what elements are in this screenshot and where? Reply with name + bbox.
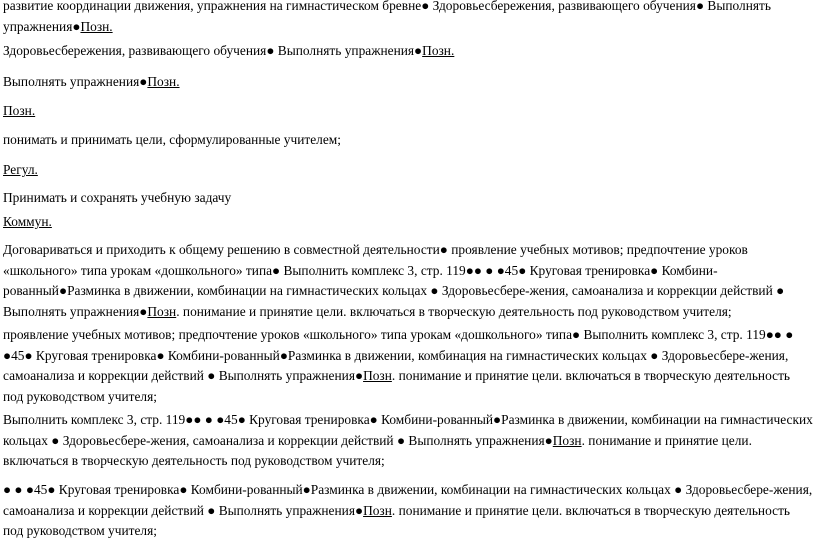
paragraph-text: Здоровьесбережения, развивающего обучения● Выполнять упражнения● [3,43,423,58]
kommun-link[interactable]: Коммун. [3,214,52,229]
paragraph-tail: . понимание и принятие цели. включаться в творческую деятельность под руководством учителя; [3,432,752,468]
pozn-link[interactable]: Позн [552,432,582,448]
pozn-link[interactable]: Позн. [422,43,455,58]
paragraph-tail: . понимание и принятие цели. включаться в творческую деятельность под руководством учителя; [3,502,791,538]
paragraph [3,480,813,542]
pozn-link[interactable]: Позн. [147,74,180,89]
paragraph-text: Договариваться и приходить к общему решению в совместной деятельности● проявление учебных мотивов; предпочтение уроков «школьного» типа урокам «дошкольного» типа● Выполнить комплекс 3, стр. 119●● ● ●45● Круговая тренировка● Комбини-рованный●Разминка в движении, комбинации на гимнастических кольцах ● Здоровьесбере-жения, самоанализа и коррекции действий ● Выполнять упражнения● [3,242,785,319]
paragraph-tail: . понимание и принятие цели. включаться в творческую деятельность под руководством учителя; [176,303,732,319]
paragraph-text: Выполнять упражнения● [3,74,148,89]
pozn-link[interactable]: Позн [147,303,177,319]
pozn-link[interactable]: Позн [363,502,392,518]
paragraph-text: развитие координации движения, упражнения на гимнастическом бревне● Здоровьесбережения, развивающего обучения● Выполнять упражнения● [3,0,771,34]
pozn-link[interactable]: Позн [363,368,392,383]
paragraph [3,212,52,233]
paragraph [3,101,35,122]
paragraph-text: Выполнить комплекс 3, стр. 119●● ● ●45● Круговая тренировка● Комбини-рованный●Разминка в движении, комбинации на гимнастических кольцах ● Здоровьесбере-жения, самоанализа и коррекции действий ● Выполнять упражнения● [3,412,813,448]
paragraph [3,188,231,209]
paragraph [3,325,813,407]
paragraph-text: ● ● ●45● Круговая тренировка● Комбини-рованный●Разминка в движении, комбинации на гимнастических кольцах ● Здоровьесбере-жения, самоанализа и коррекции действий ● Выполнять упражнения● [3,482,813,518]
paragraph [3,130,341,151]
paragraph [3,160,38,181]
pozn-link[interactable]: Позн. [80,18,113,34]
paragraph [3,72,180,93]
paragraph-text: понимать и принимать цели, сформулированные учителем; [3,132,342,147]
paragraph [3,41,454,62]
paragraph-tail: . понимание и принятие цели. включаться в творческую деятельность под руководством учителя; [3,368,791,404]
regul-link[interactable]: Регул. [3,162,38,177]
paragraph-text: Принимать и сохранять учебную задачу [3,190,232,205]
paragraph [3,410,813,472]
pozn-link[interactable]: Позн. [3,103,36,118]
paragraph [3,240,813,322]
paragraph [3,0,813,37]
paragraph-text: проявление учебных мотивов; предпочтение уроков «школьного» типа урокам «дошкольного» типа● Выполнить комплекс 3, стр. 119●● ● ●45● Круговая тренировка● Комбини-рованный●Разминка в движении, комбинация на гимнастических кольцах ● Здоровьесбере-жения, самоанализа и коррекции действий ● Выполнять упражнения● [3,327,794,383]
